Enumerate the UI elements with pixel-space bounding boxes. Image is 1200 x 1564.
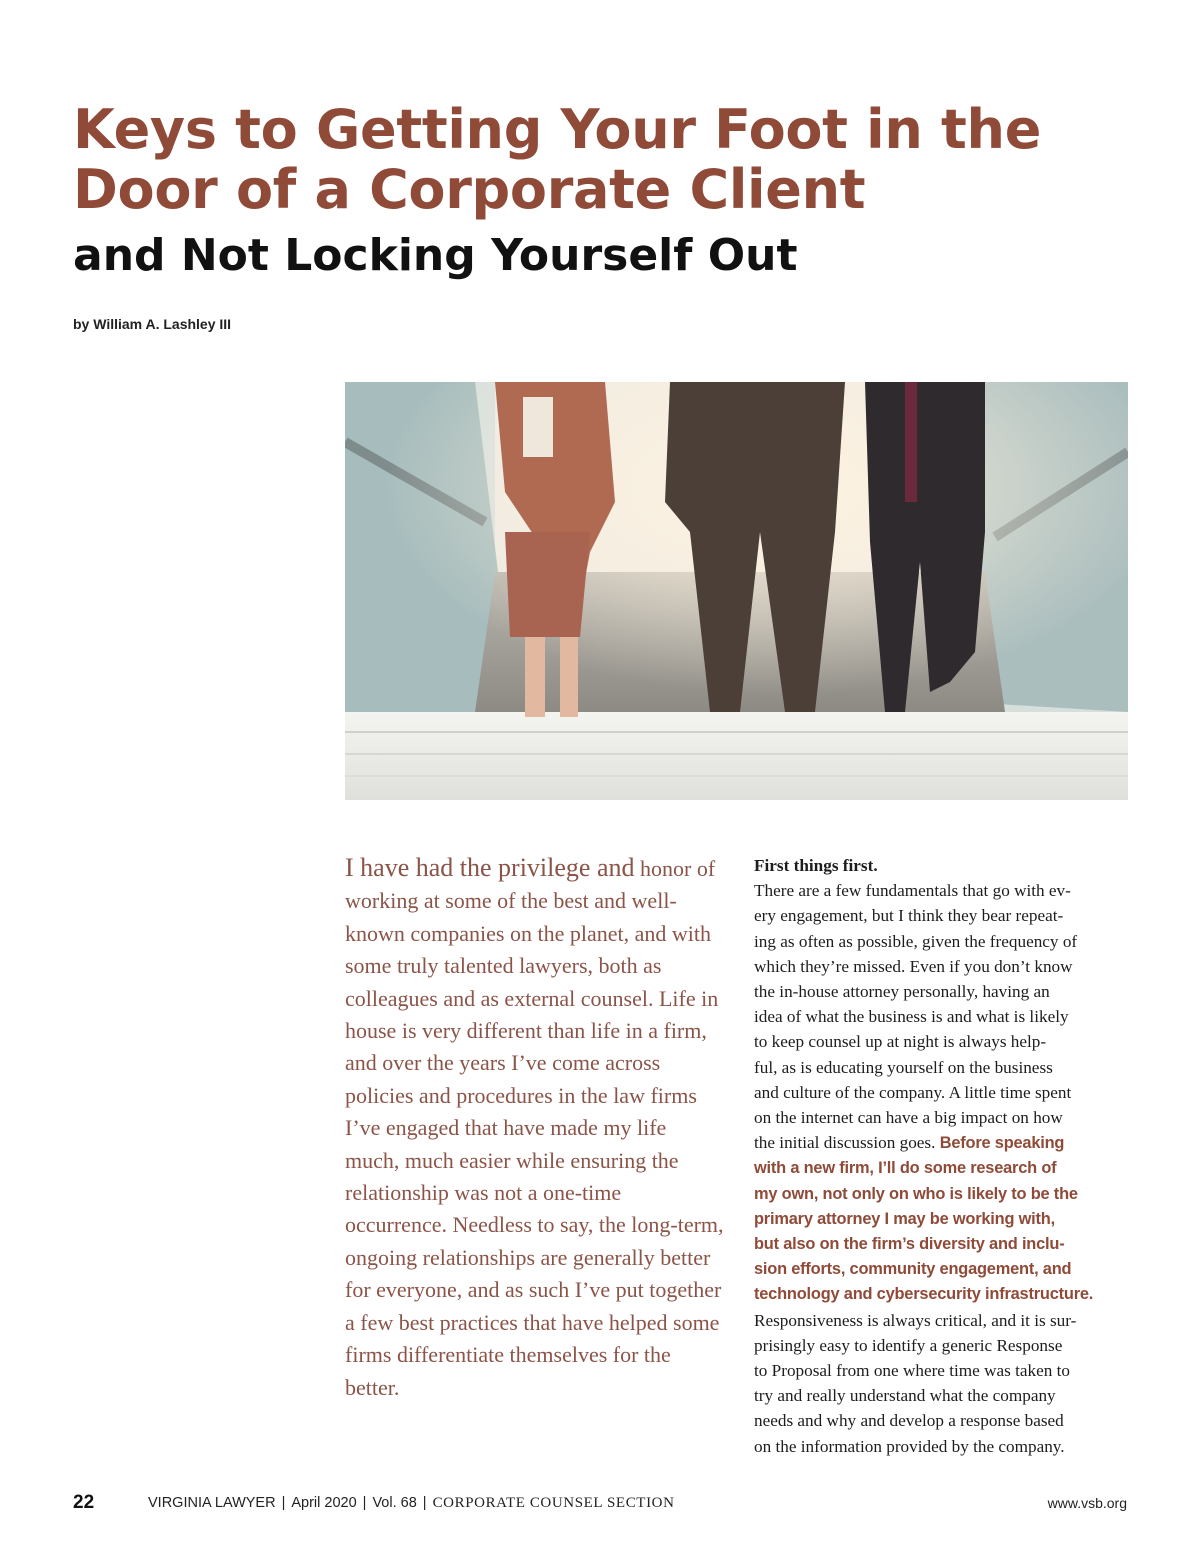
body-line: idea of what the business is and what is likely: [754, 1007, 1069, 1027]
folio-separator: |: [362, 1495, 367, 1511]
callout-line: sion efforts, community engagement, and: [754, 1260, 1072, 1279]
page-footer: [0, 1490, 1200, 1520]
body-line: to Proposal from one where time was taken to: [754, 1361, 1070, 1381]
body-column: [754, 853, 1134, 1459]
page-number: 22: [73, 1492, 95, 1513]
body-line: There are a few fundamentals that go with ev-: [754, 881, 1071, 901]
issue-date: April 2020: [291, 1495, 357, 1511]
lead-first-words: I have had the privilege and: [345, 853, 635, 882]
article-title-line: Door of a Corporate Client: [73, 158, 866, 221]
folio-separator: |: [422, 1495, 427, 1511]
body-line: ery engagement, but I think they bear repeat-: [754, 906, 1064, 926]
website-link[interactable]: www.vsb.org: [1047, 1495, 1127, 1511]
body-line: ing as often as possible, given the frequency of: [754, 931, 1078, 951]
article-subtitle: and Not Locking Yourself Out: [73, 230, 798, 281]
body-line: which they’re missed. Even if you don’t know: [754, 956, 1073, 976]
body-line: prisingly easy to identify a generic Response: [754, 1335, 1063, 1355]
byline: by William A. Lashley III: [73, 316, 232, 332]
body-line: the in-house attorney personally, having an: [754, 982, 1050, 1002]
section-heading: First things first.: [754, 856, 878, 875]
body-line: to keep counsel up at night is always help-: [754, 1032, 1047, 1052]
callout-line: with a new firm, I’ll do some research of: [754, 1159, 1057, 1178]
callout-line: my own, not only on who is likely to be the: [754, 1184, 1078, 1203]
callout-text: Before speaking: [939, 1134, 1065, 1153]
lead-text: honor of working at some of the best and well-known companies on the planet, and with some truly talented lawyers, both as colleagues and as external counsel. Life in house is very different than life in a firm, and over the years I’ve come across policies and procedures in the law firms I’ve engaged that have made my life much, much easier while ensuring the relationship was not a one-time occurrence. Needless to say, the long-term, ongoing relationships are generally better for everyone, and as such I’ve put together a few best practices that have helped some firms differentiate themselves for the better.: [345, 856, 724, 1400]
body-line: on the internet can have a big impact on how: [754, 1108, 1063, 1128]
body-line: on the information provided by the company.: [754, 1436, 1065, 1456]
body-line: ful, as is educating yourself on the business: [754, 1057, 1053, 1077]
callout-line: primary attorney I may be working with,: [754, 1209, 1055, 1228]
folio: [148, 1495, 675, 1512]
business-people-climbing-stairs-photo: [345, 382, 1128, 800]
volume: Vol. 68: [372, 1495, 417, 1511]
section-name: CORPORATE COUNSEL SECTION: [432, 1495, 675, 1511]
body-line: and culture of the company. A little time spent: [754, 1082, 1072, 1102]
lead-paragraph: [345, 852, 725, 1404]
body-lead-in: the initial discussion goes.: [754, 1133, 940, 1153]
article-title-line: Keys to Getting Your Foot in the: [73, 98, 1042, 161]
article-title: [73, 100, 1133, 220]
body-line: [754, 1130, 1134, 1156]
body-line: needs and why and develop a response based: [754, 1411, 1064, 1431]
body-line: try and really understand what the company: [754, 1386, 1056, 1406]
folio-separator: |: [281, 1495, 286, 1511]
publication-name: VIRGINIA LAWYER: [148, 1495, 276, 1511]
body-line: Responsiveness is always critical, and it is sur-: [754, 1310, 1077, 1330]
callout-line: technology and cybersecurity infrastructure.: [754, 1285, 1094, 1304]
callout-line: but also on the firm’s diversity and inclu-: [754, 1235, 1065, 1254]
